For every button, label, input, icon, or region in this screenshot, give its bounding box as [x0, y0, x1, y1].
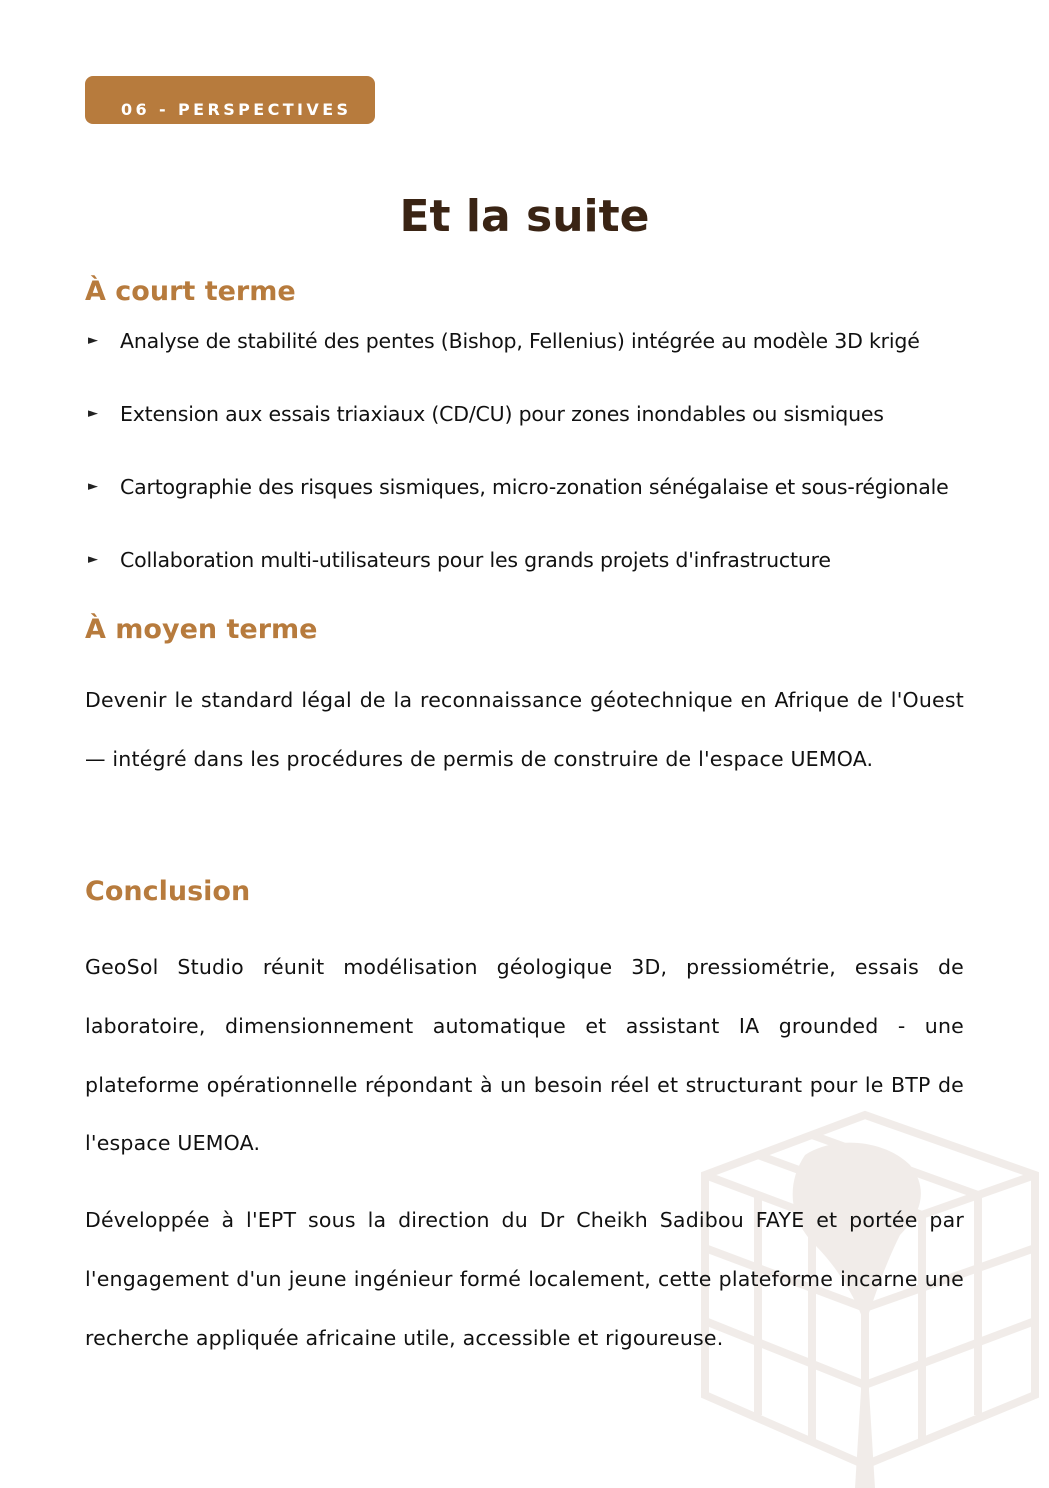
list-item: [85, 544, 1015, 617]
section-badge-label: 06 - PERSPECTIVES: [121, 99, 352, 119]
triangle-right-icon: ►: [88, 406, 98, 421]
list-item: [85, 398, 1015, 471]
list-item-text: Extension aux essais triaxiaux (CD/CU) pour zones inondables ou sismiques: [120, 402, 884, 426]
list-item-text: Collaboration multi-utilisateurs pour les grands projets d'infrastructure: [120, 548, 831, 572]
conclusion-paragraph-2: Développée à l'EPT sous la direction du Dr Cheikh Sadibou FAYE et portée par l'engagement d'un jeune ingénieur formé localement, cette plateforme incarne une recherche appliquée africaine utile, accessible et rigoureuse.: [85, 1208, 964, 1350]
triangle-right-icon: ►: [88, 333, 98, 348]
triangle-right-icon: ►: [88, 552, 98, 567]
list-item-text: Cartographie des risques sismiques, micro-zonation sénégalaise et sous-régionale: [120, 475, 949, 499]
medium-term-heading: À moyen terme: [85, 614, 318, 645]
conclusion-paragraph-1: GeoSol Studio réunit modélisation géologique 3D, pressiométrie, essais de laboratoire, dimensionnement automatique et assistant IA grounded - une plateforme opérationnelle répondant à un besoin réel et structurant pour le BTP de l'espace UEMOA.: [85, 955, 964, 1156]
short-term-heading: À court terme: [85, 276, 296, 307]
list-item: [85, 325, 1015, 398]
list-item: [85, 471, 1015, 544]
medium-term-paragraph: Devenir le standard légal de la reconnaissance géotechnique en Afrique de l'Ouest — intégré dans les procédures de permis de construire de l'espace UEMOA.: [85, 688, 964, 771]
triangle-right-icon: ►: [88, 479, 98, 494]
short-term-list: [85, 325, 1015, 617]
list-item-text: Analyse de stabilité des pentes (Bishop, Fellenius) intégrée au modèle 3D krigé: [120, 329, 920, 353]
section-badge: [85, 76, 375, 124]
conclusion-heading: Conclusion: [85, 876, 251, 907]
page-title: Et la suite: [399, 191, 650, 242]
